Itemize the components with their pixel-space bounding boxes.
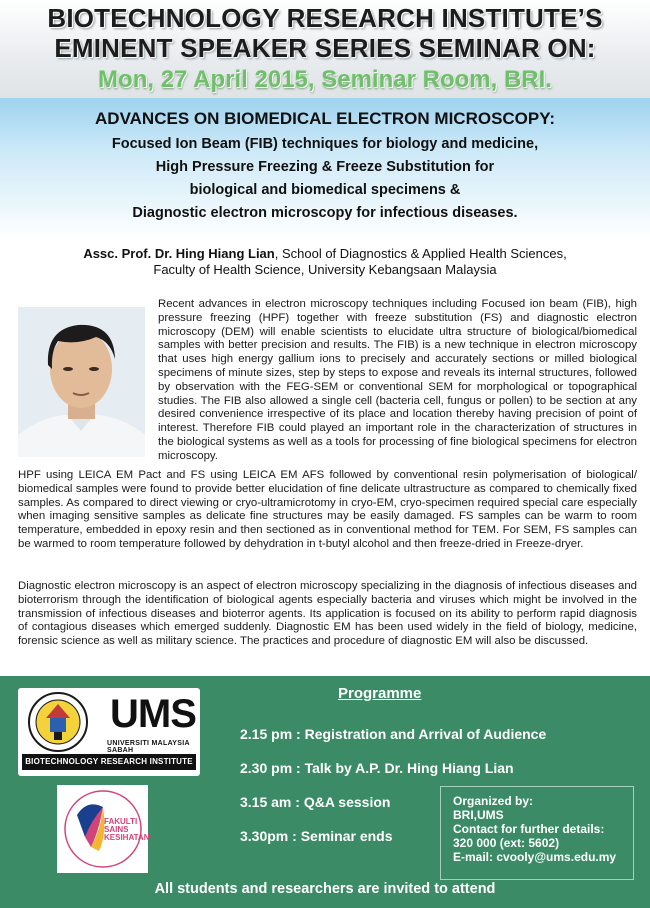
title-band [0, 98, 650, 238]
header-line-1: BIOTECHNOLOGY RESEARCH INSTITUTE’S [47, 3, 603, 33]
subtitle-line: biological and biomedical specimens & [189, 182, 461, 198]
speaker-photo [18, 307, 145, 457]
date-venue: Mon, 27 April 2015, Seminar Room, BRI. [98, 66, 552, 93]
ums-subtitle: UNIVERSITI MALAYSIA SABAH [107, 740, 190, 754]
subtitle-line: Focused Ion Beam (FIB) techniques for biology and medicine, [111, 136, 539, 152]
contact-phone: 320 000 (ext: 5602) [453, 836, 560, 850]
speaker-info [0, 246, 650, 278]
contact-email: E-mail: cvooly@ums.edu.my [453, 850, 617, 864]
abstract-paragraph: Diagnostic electron microscopy is an aspect of electron microscopy specializing in the diagnosis of infectious diseases and bioterrorism through the identification of biological agents especially bacteria and viruses which might be involved in the transmission of infectious diseases and bioterror agents. Its application is focused on its ability to perform rapid diagnosis of contagious diseases which emerged suddenly. Diagnostic EM has been used widely in the field of biology, medicine, forensic science as well as military science. The practices and procedure of diagnostic EM will also be discussed. [18, 580, 637, 648]
subtitle-line: Diagnostic electron microscopy for infectious diseases. [132, 205, 518, 221]
ukm-label-text: FAKULTI SAINS KESIHATAN [104, 817, 150, 842]
invitation-line: All students and researchers are invited to attend [154, 881, 496, 897]
ukm-logo [57, 785, 148, 873]
abstract-paragraph: HPF using LEICA EM Pact and FS using LEICA EM AFS followed by conventional resin polymerisation of biological/ biomedical samples were found to provide better elucidation of fine delicate ultrastructure as compared to chemically fixed samples. As compared to direct viewing or cryo-ultramicrotomy in cryo-EM, cryo-specimen required special care especially when imaging sensitive samples as delicate fine structures may be easily damaged. FS samples can be warm to room temperature, embedded in epoxy resin and then sectioned as in conventional method for TEM. For SEM, FS samples can be warmed to room temperature followed by dehydration in t-butyl alcohol and then freeze-dried in Freeze-dryer. [18, 469, 637, 550]
ums-crest-icon [24, 690, 104, 754]
speaker-faculty: Faculty of Health Science, University Kebangsaan Malaysia [153, 262, 497, 277]
ums-logo [18, 688, 200, 776]
contact-heading: Contact for further details: [453, 822, 605, 836]
speaker-affiliation: , School of Diagnostics & Applied Health Sciences, [274, 246, 567, 261]
abstract-paragraph: Recent advances in electron microscopy techniques including Focused ion beam (FIB), high pressure freezing (HPF) together with freeze substitution (FS) and diagnostic electron microscopy (DEM) will enable scientists to elucidate ultra structure of biological/biomedical samples with better precision and results. The FIB) is a new technique in electron microscopy that uses high energy gallium ions to precisely and accurately sections or milled biological specimens of minute sizes, step by steps to expose and reveals its internal structures, followed by observation with the FEG-SEM or conventional SEM for morphological or topographical studies. The FIB also allowed a single cell (bacteria cell, fungus or pollen) to be section at any desired convenience irrespective of its place and location thereby having precision of point of interest. Therefore FIB could played an important role in the characterization of structures in the biological systems as well as a tools for processing of fine biological specimens for electron microscopy. [158, 298, 637, 462]
main-title: ADVANCES ON BIOMEDICAL ELECTRON MICROSCOPY: [95, 109, 555, 128]
header-line-2: EMINENT SPEAKER SERIES SEMINAR ON: [54, 33, 596, 63]
subtitle-line: High Pressure Freezing & Freeze Substitution for [155, 159, 495, 175]
speaker-portrait-icon [18, 307, 145, 457]
programme-item: 3.15 am : Q&A session [240, 794, 391, 810]
organizer-heading: Organized by: [453, 794, 534, 808]
programme-item: 2.15 pm : Registration and Arrival of Audience [240, 726, 547, 742]
organizer-box [440, 786, 634, 880]
poster-header [0, 0, 650, 98]
programme-item: 3.30pm : Seminar ends [240, 828, 393, 844]
speaker-name: Assc. Prof. Dr. Hing Hiang Lian [83, 246, 275, 261]
programme-title: Programme [338, 685, 422, 702]
bri-label: BIOTECHNOLOGY RESEARCH INSTITUTE [22, 754, 196, 770]
ums-wordmark: UMS [110, 692, 196, 736]
ukm-faculty-label [104, 818, 149, 842]
programme-item: 2.30 pm : Talk by A.P. Dr. Hing Hiang Lian [240, 760, 514, 776]
organizer-name: BRI,UMS [453, 808, 504, 822]
